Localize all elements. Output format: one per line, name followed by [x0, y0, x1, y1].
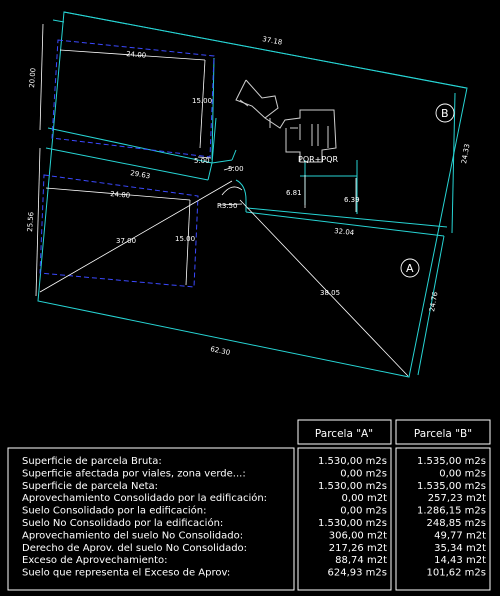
row-value-a: 217,26 m2t — [328, 542, 387, 554]
outer-boundary — [38, 12, 467, 377]
row-label: Aprovechamiento del suelo No Consolidado: — [22, 530, 244, 542]
dim-lower-rect-width: 24.00 — [109, 190, 131, 200]
dim-right-upper: 24.33 — [460, 143, 472, 165]
row-label: Derecho de Aprov. del suelo No Consolidado: — [22, 542, 248, 554]
row-value-b: 1.286,15 m2s — [416, 505, 486, 517]
dim-right-lower: 24.76 — [428, 291, 440, 313]
row-value-b: 1.535,00 m2s — [416, 456, 486, 467]
dim-radius: R3.50 — [217, 202, 238, 210]
row-label: Superficie de parcela Neta: — [22, 480, 159, 492]
table-rows — [22, 456, 486, 579]
row-value-a: 0,00 m2t — [341, 493, 387, 505]
dim-upper-rect-height: 15.00 — [192, 97, 213, 105]
header-parcela-b: Parcela "B" — [413, 428, 473, 440]
row-label: Superficie afectada por viales, zona verde...: — [22, 468, 246, 480]
row-value-b: 1.535,00 m2s — [416, 480, 486, 492]
dim-upper-rect-width: 24.00 — [125, 50, 147, 60]
row-label: Suelo Consolidado por la edificación: — [22, 505, 207, 517]
row-label: Exceso de Aprovechamiento: — [22, 555, 168, 567]
parcel-a-label: A — [406, 262, 414, 275]
dim-gap-b: 5.00 — [228, 165, 244, 173]
row-value-b: 248,85 m2s — [426, 518, 486, 529]
dim-left-lower: 25.56 — [26, 211, 36, 233]
dim-building-h1: 6.81 — [286, 189, 302, 197]
dim-diag-a: 37.00 — [116, 237, 137, 245]
dim-top-edge: 37.18 — [261, 35, 283, 47]
diagonal-38 — [240, 200, 408, 376]
parcel-b-label: B — [441, 107, 449, 120]
row-value-b: 35,34 m2t — [434, 542, 486, 554]
row-label: Suelo que representa el Exceso de Aprov: — [22, 567, 231, 579]
dim-mid-line: 32.04 — [333, 227, 355, 238]
row-value-b: 101,62 m2s — [426, 567, 486, 579]
row-value-a: 0,00 m2s — [340, 468, 387, 480]
row-label: Superficie de parcela Bruta: — [22, 456, 162, 467]
row-value-a: 1.530,00 m2s — [317, 480, 387, 492]
dim-gap-a: 5.00 — [194, 157, 210, 165]
header-parcela-a: Parcela "A" — [314, 428, 374, 440]
plot-boundary — [38, 12, 467, 377]
row-value-a: 1.530,00 m2s — [317, 518, 387, 529]
dim-left-upper: 20.00 — [28, 67, 38, 89]
row-value-a: 88,74 m2t — [335, 555, 387, 567]
row-value-b: 14,43 m2t — [434, 555, 486, 567]
dim-lower-rect-height: 15.00 — [175, 235, 196, 243]
dim-road-width: 29.63 — [129, 169, 151, 181]
row-label: Aprovechamiento Consolidado por la edificación: — [22, 493, 268, 505]
row-value-a: 624,93 m2s — [327, 567, 387, 579]
existing-building — [236, 80, 336, 162]
row-value-b: 49,77 m2t — [434, 530, 486, 542]
dim-building-h2: 6.39 — [344, 196, 360, 204]
row-value-a: 1.530,00 m2s — [317, 456, 387, 467]
row-value-b: 257,23 m2t — [427, 493, 486, 505]
dim-bottom-edge: 62.30 — [209, 345, 231, 357]
dim-diag-b: 38.05 — [320, 289, 341, 297]
building-label: PQR+PQR — [298, 155, 339, 164]
row-value-a: 0,00 m2s — [340, 505, 387, 517]
row-value-b: 0,00 m2s — [439, 468, 486, 480]
row-value-a: 306,00 m2t — [328, 530, 387, 542]
row-label: Suelo No Consolidado por la edificación: — [22, 518, 224, 529]
